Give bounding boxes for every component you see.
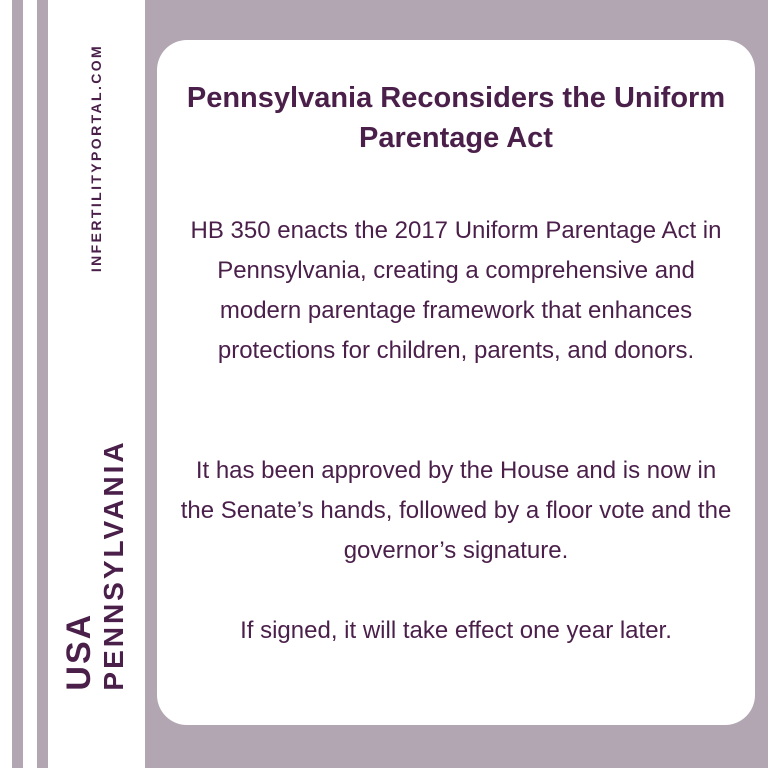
decorative-stripe <box>12 0 23 768</box>
country-label: USA <box>60 612 98 691</box>
body-paragraph: HB 350 enacts the 2017 Uniform Parentage Act in Pennsylvania, creating a comprehensive and modern parentage framework that enhances protections for children, parents, and donors. <box>190 217 722 364</box>
decorative-stripe <box>37 0 48 768</box>
state-label: PENNSYLVANIA <box>98 439 129 691</box>
website-label: INFERTILITYPORTAL.COM <box>88 43 104 273</box>
body-paragraph: If signed, it will take effect one year later. <box>240 617 672 644</box>
content-card <box>157 40 755 725</box>
location-label <box>62 439 128 690</box>
card-title: Pennsylvania Reconsiders the Uniform Parentage Act <box>186 82 726 154</box>
left-panel <box>0 0 145 768</box>
body-paragraph: It has been approved by the House and is now in the Senate’s hands, followed by a floor vote and the governor’s signature. <box>180 457 732 564</box>
